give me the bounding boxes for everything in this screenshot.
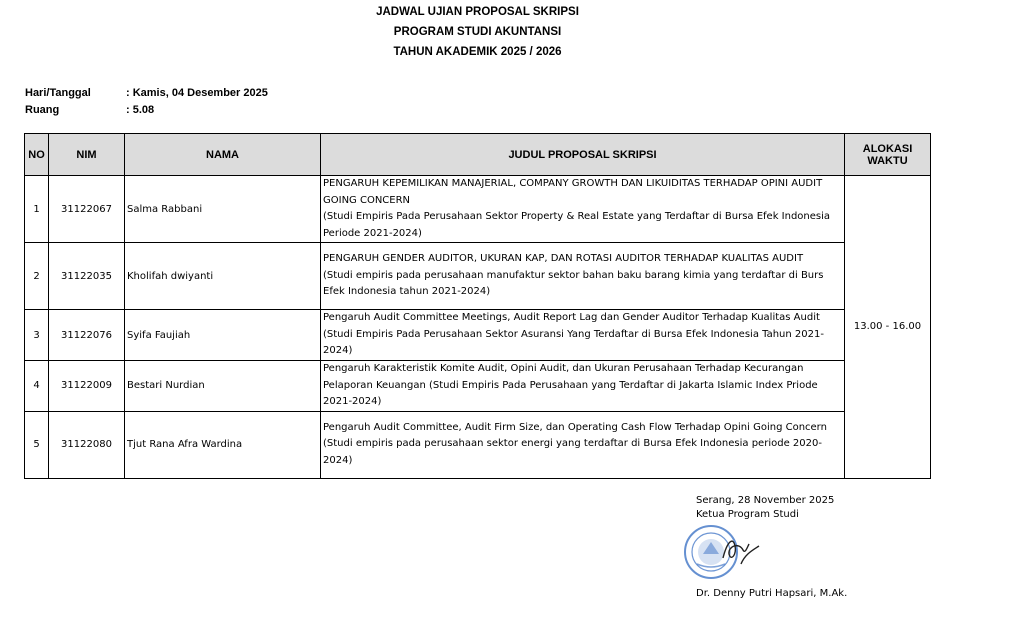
date-label: Hari/Tanggal	[25, 87, 91, 99]
table-header-row	[25, 134, 931, 176]
row-judul	[321, 176, 845, 243]
row-nim: 31122035	[49, 243, 125, 310]
row-judul-subtitle: (Studi Empiris Pada Perusahaan Sektor Property & Real Estate yang Terdaftar di Bursa Efek Indonesia Periode 2021-2024)	[323, 211, 831, 239]
row-no: 4	[25, 361, 49, 412]
row-judul-subtitle: (Studi empiris pada perusahaan manufaktur sektor bahan baku barang kimia yang terdaftar di Burs Efek Indonesia tahun 2021-2024)	[323, 269, 824, 298]
time-allocation: 13.00 - 16.00	[845, 176, 931, 479]
room-value: : 5.08	[126, 104, 155, 116]
row-nama: Kholifah dwiyanti	[125, 243, 321, 310]
program-title: PROGRAM STUDI AKUNTANSI	[393, 26, 562, 38]
row-judul	[321, 310, 845, 361]
table-row	[25, 176, 931, 243]
header-no: NO	[25, 134, 49, 176]
table-row	[25, 361, 931, 412]
header-nim: NIM	[49, 134, 125, 176]
row-nim: 31122067	[49, 176, 125, 243]
room-label: Ruang	[25, 104, 60, 116]
header-judul: JUDUL PROPOSAL SKRIPSI	[321, 134, 845, 176]
row-judul-title: PENGARUH KEPEMILIKAN MANAJERIAL, COMPANY GROWTH DAN LIKUIDITAS TERHADAP OPINI AUDIT GOING CONCERN	[323, 178, 823, 206]
header-waktu-line1: ALOKASI	[862, 142, 913, 155]
row-no: 2	[25, 243, 49, 310]
exam-meta	[25, 85, 268, 119]
row-nama: Salma Rabbani	[125, 176, 321, 243]
sign-place-date: Serang, 28 November 2025	[696, 495, 835, 506]
date-row	[25, 85, 268, 102]
row-judul-title: Pengaruh Audit Committee, Audit Firm Size, dan Operating Cash Flow Terhadap Opini Going Concern	[323, 421, 827, 433]
academic-year: TAHUN AKADEMIK 2025 / 2026	[393, 46, 562, 58]
schedule-table	[24, 133, 931, 479]
row-judul-title: Pengaruh Karakteristik Komite Audit, Opini Audit, dan Ukuran Perusahaan Terhadap Kecurangan Pelaporan Keuangan (Studi Empiris Pada Perusahaan yang Terdaftar di Jakarta Islamic Index Priode 2021-2024)	[323, 363, 818, 407]
stamp-seal-icon	[683, 524, 763, 580]
row-judul-subtitle: (Studi empiris pada perusahaan sektor energi yang terdaftar di Bursa Efek Indonesia periode 2020-2024)	[323, 438, 822, 466]
row-no: 5	[25, 411, 49, 478]
row-judul	[321, 361, 845, 412]
document-title: JADWAL UJIAN PROPOSAL SKRIPSI	[376, 6, 579, 18]
row-no: 1	[25, 176, 49, 243]
row-nim: 31122076	[49, 310, 125, 361]
row-judul-title: Pengaruh Audit Committee Meetings, Audit Report Lag dan Gender Auditor Terhadap Kualitas Audit	[323, 312, 820, 324]
row-judul	[321, 411, 845, 478]
row-nama: Syifa Faujiah	[125, 310, 321, 361]
row-judul	[321, 243, 845, 310]
document-header	[0, 2, 955, 62]
table-row	[25, 310, 931, 361]
room-row	[25, 102, 268, 119]
row-judul-subtitle: (Studi Empiris Pada Perusahaan Sektor Asuransi Yang Terdaftar di Bursa Efek Indonesia Tahun 2021-2024)	[323, 328, 824, 357]
date-value: : Kamis, 04 Desember 2025	[126, 87, 268, 99]
signature-block	[696, 494, 848, 599]
row-nama: Bestari Nurdian	[125, 361, 321, 412]
table-row	[25, 411, 931, 478]
header-nama: NAMA	[125, 134, 321, 176]
row-no: 3	[25, 310, 49, 361]
official-stamp-and-signature	[683, 524, 763, 580]
row-nama: Tjut Rana Afra Wardina	[125, 411, 321, 478]
row-judul-title: PENGARUH GENDER AUDITOR, UKURAN KAP, DAN ROTASI AUDITOR TERHADAP KUALITAS AUDIT	[323, 253, 804, 265]
row-nim: 31122009	[49, 361, 125, 412]
table-row	[25, 243, 931, 310]
signer-name: Dr. Denny Putri Hapsari, M.Ak.	[696, 588, 848, 599]
row-nim: 31122080	[49, 411, 125, 478]
sign-position: Ketua Program Studi	[696, 509, 799, 520]
header-waktu	[845, 134, 931, 176]
header-waktu-line2: WAKTU	[867, 154, 908, 167]
